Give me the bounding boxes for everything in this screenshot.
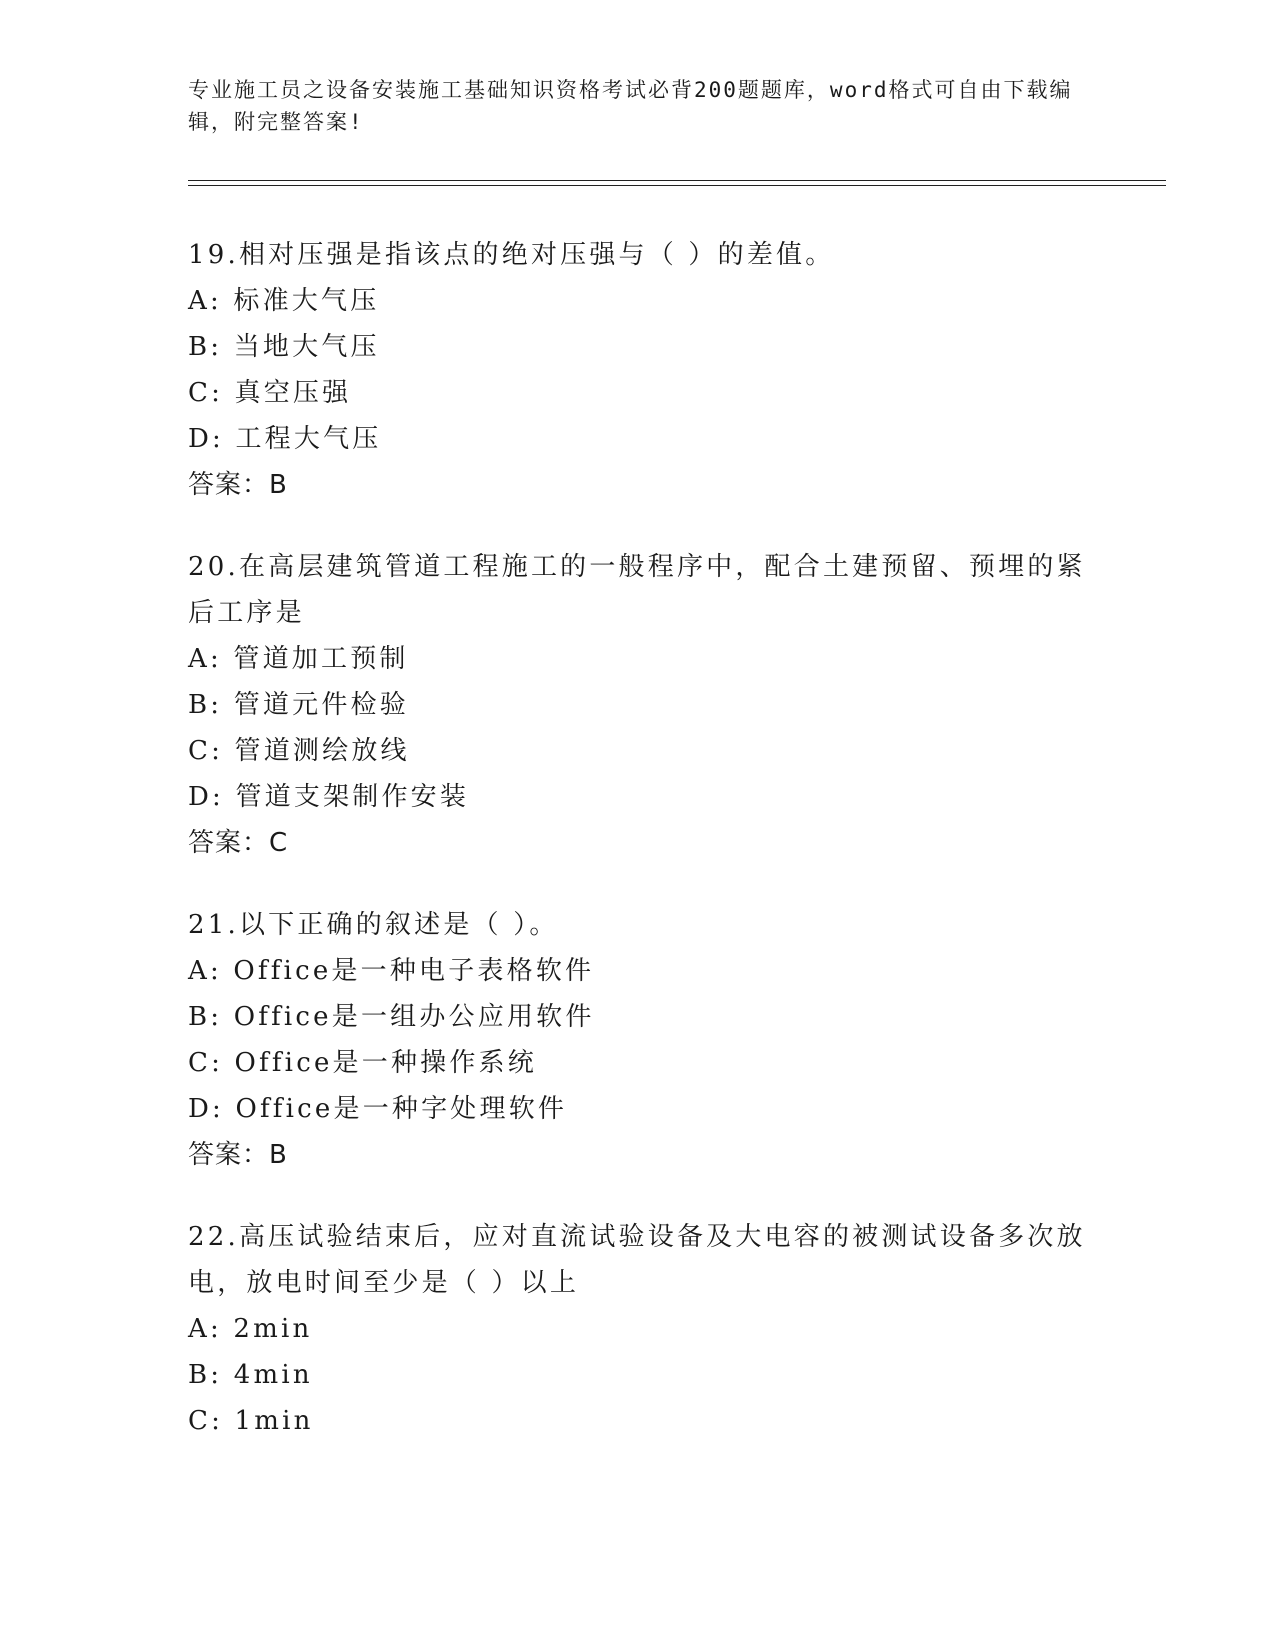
- option-c: C: 真空压强: [188, 378, 352, 408]
- option-c: C: Office是一种操作系统: [188, 1048, 537, 1078]
- option-a: A: 2min: [188, 1314, 313, 1344]
- answer-line: 答案：B: [188, 470, 288, 500]
- option-d: D: 管道支架制作安装: [188, 782, 470, 812]
- option-b: B: 管道元件检验: [188, 690, 409, 720]
- option-a: A: 标准大气压: [188, 286, 380, 316]
- option-d: D: Office是一种字处理软件: [188, 1094, 568, 1124]
- question-19: [188, 232, 1088, 508]
- option-a: A: 管道加工预制: [188, 644, 409, 674]
- header-divider-top: [188, 180, 1166, 181]
- question-stem: 22.高压试验结束后，应对直流试验设备及大电容的被测试设备多次放电，放电时间至少是（ ）以上: [188, 1222, 1086, 1298]
- option-a: A: Office是一种电子表格软件: [188, 956, 595, 986]
- option-b: B: 4min: [188, 1360, 313, 1390]
- option-c: C: 1min: [188, 1406, 314, 1436]
- question-list: [188, 232, 1088, 1480]
- answer-line: 答案：B: [188, 1140, 288, 1170]
- option-b: B: Office是一组办公应用软件: [188, 1002, 595, 1032]
- question-stem: 21.以下正确的叙述是（ ）。: [188, 910, 559, 940]
- question-20: [188, 544, 1088, 866]
- option-c: C: 管道测绘放线: [188, 736, 410, 766]
- question-stem: 19.相对压强是指该点的绝对压强与（ ）的差值。: [188, 240, 835, 270]
- question-22: [188, 1214, 1088, 1444]
- answer-line: 答案：C: [188, 828, 289, 858]
- header-divider-bottom: [188, 185, 1166, 186]
- question-stem: 20.在高层建筑管道工程施工的一般程序中，配合土建预留、预埋的紧后工序是: [188, 552, 1086, 628]
- document-header: 专业施工员之设备安装施工基础知识资格考试必背200题题库，word格式可自由下载编辑，附完整答案!: [188, 78, 1073, 134]
- option-b: B: 当地大气压: [188, 332, 380, 362]
- question-21: [188, 902, 1088, 1178]
- option-d: D: 工程大气压: [188, 424, 382, 454]
